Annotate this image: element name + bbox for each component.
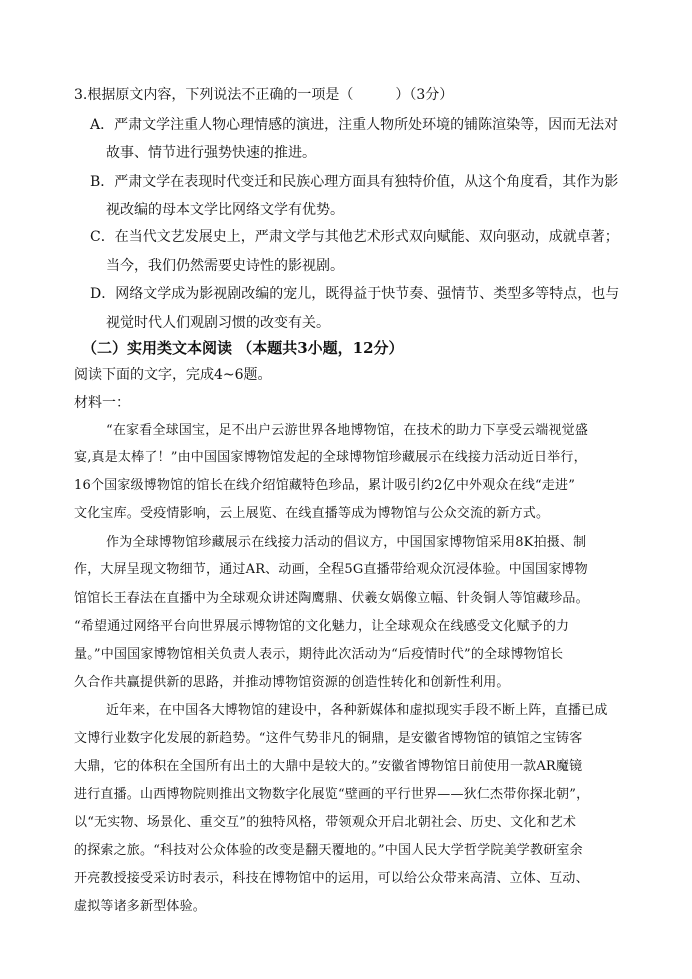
section-heading: （二）实用类文本阅读 （本题共3小题，12分）: [82, 339, 404, 357]
option-d-line-1: D．网络文学成为影视剧改编的宠儿，既得益于快节奏、强情节、类型多等特点，也与: [90, 286, 620, 302]
option-b-line-1: B．严肃文学在表现时代变迁和民族心理方面具有独特价值，从这个角度看，其作为影: [90, 174, 619, 190]
passage-line: 馆馆长王春法在直播中为全球观众讲述陶鹰鼎、伏羲女娲像立幅、针灸铜人等馆藏珍品。: [74, 591, 589, 606]
passage-line: 以“无实物、场景化、重交互”的独特风格，带领观众开启北朝社会、历史、文化和艺术: [74, 815, 577, 830]
passage-line: “在家看全球国宝，足不出户云游世界各地博物馆，在技术的助力下享受云端视觉盛: [106, 423, 589, 438]
passage-line: 虚拟等诸多新型体验。: [74, 899, 207, 914]
option-d-line-2: 视觉时代人们观剧习惯的改变有关。: [106, 315, 330, 331]
passage-line: 近年来，在中国各大博物馆的建设中，各种新媒体和虚拟现实手段不断上阵，直播已成: [106, 703, 608, 718]
section-instruction: 阅读下面的文字，完成4~6题。: [74, 367, 272, 383]
material-label: 材料一：: [74, 395, 130, 411]
option-a-line-1: A．严肃文学注重人物心理情感的演进，注重人物所处环境的铺陈渲染等，因而无法对: [90, 117, 619, 133]
passage-line: 开亮教授接受采访时表示，科技在博物馆中的运用，可以给公众带来高清、立体、互动、: [74, 871, 589, 886]
passage-line: 久合作共赢提供新的思路，并推动博物馆资源的创造性转化和创新性利用。: [74, 675, 510, 690]
passage-line: 文化宝库。受疫情影响，云上展览、在线直播等成为博物馆与公众交流的新方式。: [74, 506, 550, 521]
passage-line: 作，大屏呈现文物细节，通过AR、动画，全程5G直播带给观众沉浸体验。中国国家博物: [74, 562, 588, 577]
question-3-stem: 3.根据原文内容，下列说法不正确的一项是（ ）（3分）: [74, 87, 454, 103]
passage-line: 的探索之旅。“科技对公众体验的改变是翻天覆地的。”中国人民大学哲学院美学教研室余: [74, 843, 583, 858]
option-a-line-2: 故事、情节进行强势快速的推进。: [106, 145, 316, 161]
passage-line: 16个国家级博物馆的馆长在线介绍馆藏特色珍品，累计吸引约2亿中外观众在线“走进”: [74, 478, 576, 493]
passage-line: 进行直播。山西博物院则推出文物数字化展览“壁画的平行世界——狄仁杰带你探北朝”，: [74, 787, 590, 802]
passage-line: 文博行业数字化发展的新趋势。“这件气势非凡的铜鼎，是安徽省博物馆的镇馆之宝铸客: [74, 731, 583, 746]
passage-line: 宴,真是太棒了！”由中国国家博物馆发起的全球博物馆珍藏展示在线接力活动近日举行，: [74, 450, 587, 465]
passage-line: 作为全球博物馆珍藏展示在线接力活动的倡议方，中国国家博物馆采用8K拍摄、制: [106, 535, 587, 550]
passage-line: 大鼎，它的体积在全国所有出土的大鼎中是较大的。”安徽省博物馆日前使用一款AR魔镜: [74, 759, 583, 774]
passage-line: 量。”中国国家博物馆相关负责人表示，期待此次活动为“后疫情时代”的全球博物馆长: [74, 647, 564, 662]
passage-line: “希望通过网络平台向世界展示博物馆的文化魅力，让全球观众在线感受文化赋予的力: [74, 619, 570, 634]
option-b-line-2: 视改编的母本文学比网络文学有优势。: [106, 202, 344, 218]
option-c-line-2: 当今，我们仍然需要史诗性的影视剧。: [106, 258, 344, 274]
option-c-line-1: C．在当代文艺发展史上，严肃文学与其他艺术形式双向赋能、双向驱动，成就卓著；: [90, 229, 619, 245]
